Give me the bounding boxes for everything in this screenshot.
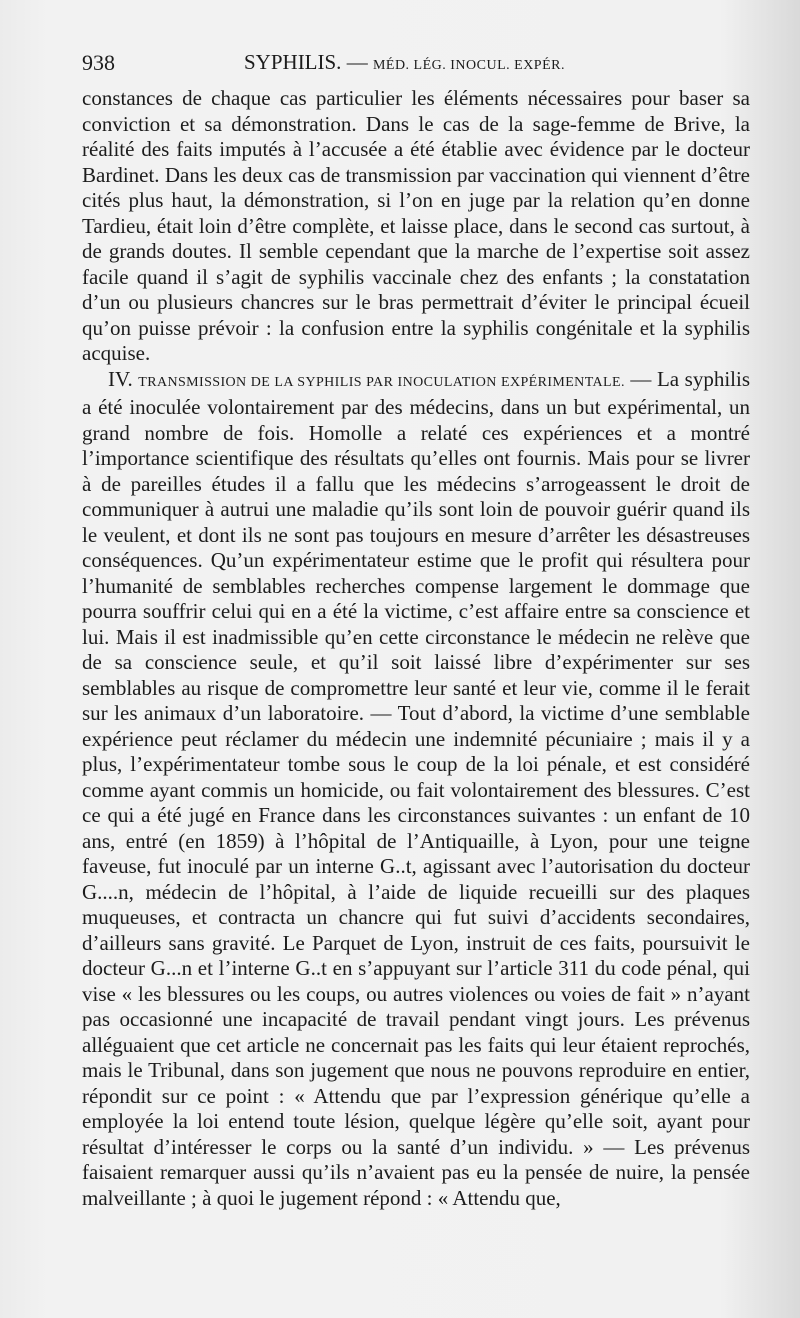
section-text: — La syphilis a été inoculée volontairement par des médecins, dans un but expérimental, un grand nombre de fois. Homolle a relaté ces expériences et a montré l’importance scientifique des résultats qu’elles ont fournis. Mais pour se livrer à de pareilles études il a fallu que les médecins s’arrogeassent le droit de communiquer à autrui une maladie qu’ils sont loin de pouvoir guérir quand ils le veulent, et dont ils ne sont pas toujours en mesure d’arrêter les désastreuses conséquences. Qu’un expérimentateur estime que le profit qui résultera pour l’humanité de semblables recherches compense largement le dommage que pourra souffrir celui qui en a été la victime, c’est affaire entre sa conscience et lui. Mais il est inadmissible qu’en cette circonstance le médecin ne relève que de sa conscience seule, et qu’il soit laissé libre d’expérimenter sur ses semblables au risque de compromettre leur santé et leur vie, comme il le ferait sur les animaux d’un laboratoire. — Tout d’abord, la victime d’une semblable expérience peut réclamer du médecin une indemnité pécuniaire ; mais il y a plus, l’expérimentateur tombe sous le coup de la loi pénale, et est considéré comme ayant commis un homicide, ou fait volontairement des blessures. C’est ce qui a été jugé en France dans les circonstances suivantes : un enfant de 10 ans, entré (en 1859) à l’hôpital de l’Antiquaille, à Lyon, pour une teigne faveuse, fut inoculé par un interne G..t, agissant avec l’autorisation du docteur G....n, médecin de l’hôpital, à l’aide de liquide recueilli sur des plaques muqueuses, et contracta un chancre qui fut suivi d’accidents secondaires, d’ailleurs sans gravité. Le Parquet de Lyon, instruit de ces faits, poursuivit le docteur G...n et l’interne G..t en s’appuyant sur l’article 311 du code pénal, qui vise « les blessures ou les coups, ou autres violences ou voies de fait » n’ayant pas occasionné une incapacité de travail pendant vingt jours. Les prévenus alléguaient que cet article ne concernait pas les faits qui leur étaient reprochés, mais le Tribunal, dans son jugement que nous ne pouvons reproduire en entier, répondit sur ce point : « Attendu que par l’expression générique qu’elle a employée la loi entend toute lésion, quelque légère qu’elle soit, ayant pour résultat d’intéresser le corps ou la santé d’un individu. » — Les prévenus faisaient remarquer aussi qu’ils n’avaient pas eu la pensée de nuire, la pensée malveillante ; à quoi le jugement répond : « Attendu que,	[82, 366, 751, 1210]
page-number: 938	[82, 50, 115, 75]
running-title	[244, 50, 565, 75]
header-subtitle: MÉD. LÉG. INOCUL. EXPÉR.	[372, 58, 565, 73]
section-heading: TRANSMISSION DE LA SYPHILIS PAR INOCULATION EXPÉRIMENTALE.	[138, 374, 625, 390]
paragraph-continuation: constances de chaque cas particulier les éléments nécessaires pour baser sa conviction et sa démonstration. Dans le cas de la sage-femme de Brive, la réalité des faits imputés à l’accusée a été établie avec évidence par le docteur Bardinet. Dans les deux cas de transmission par vaccination qui viennent d’être cités plus haut, la démonstration, si l’on en juge par la relation qu’en donne Tardieu, était loin d’être complète, et laisse place, dans le second cas surtout, à de grands doutes. Il semble cependant que la marche de l’expertise soit assez facile quand il s’agit de syphilis vaccinale chez des enfants ; la constatation d’un ou plusieurs chancres sur le bras permettrait d’éviter le principal écueil qu’on puisse prévoir : la confusion entre la syphilis congénitale et la syphilis acquise.	[82, 86, 750, 365]
header-title: SYPHILIS.	[244, 50, 342, 74]
body-text	[82, 86, 750, 1211]
running-header	[82, 50, 750, 82]
header-dash: —	[341, 50, 373, 74]
paragraph-section-iv	[82, 367, 750, 1212]
section-number: IV.	[108, 366, 139, 391]
